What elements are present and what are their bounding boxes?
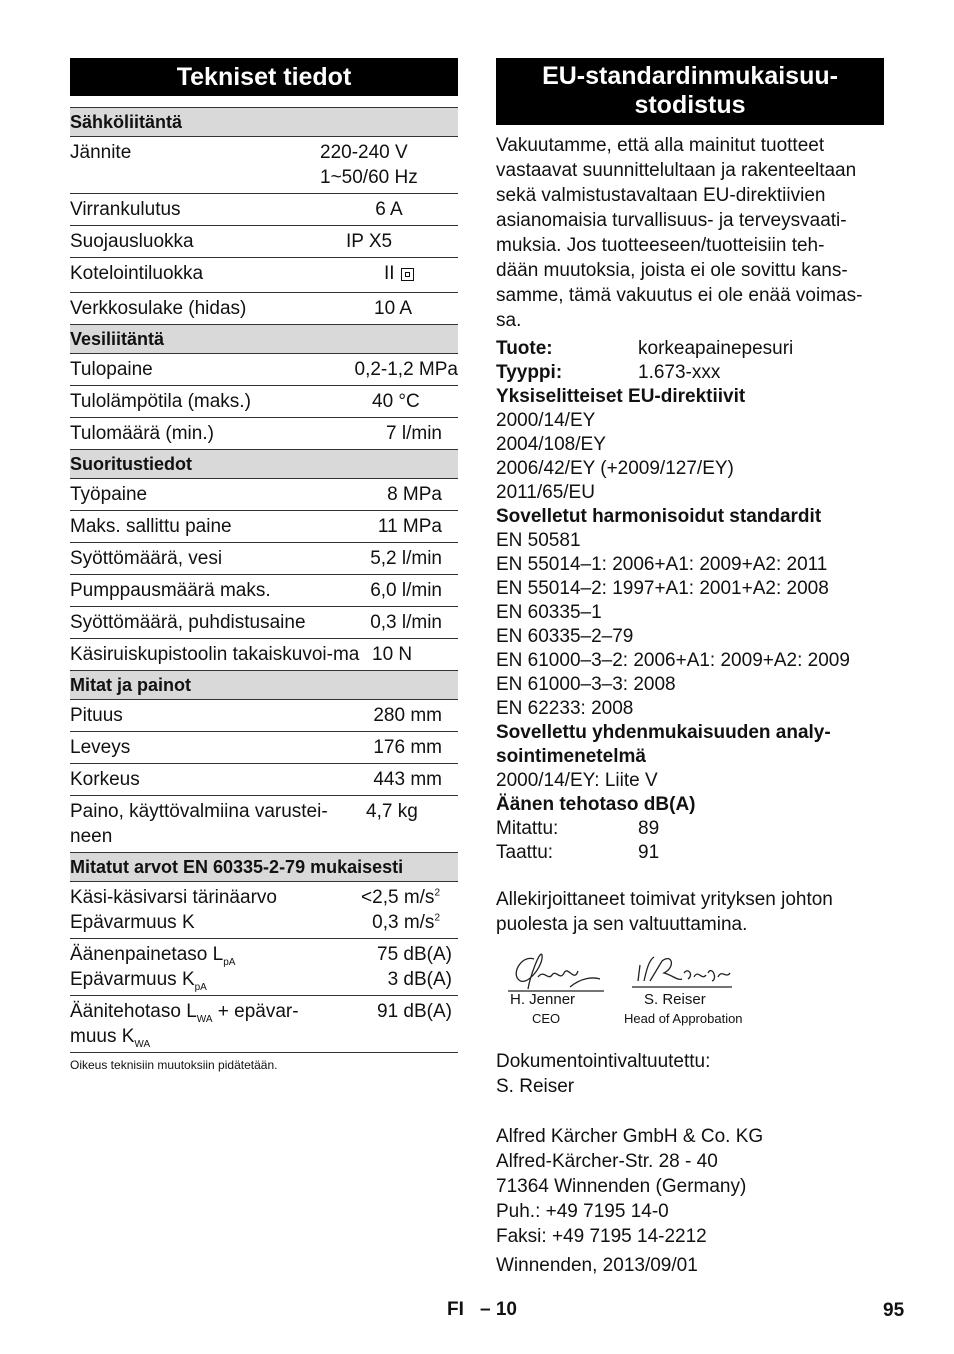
table-row: Maks. sallittu paine 11 MPa: [70, 511, 458, 543]
table-row: Tulolämpötila (maks.) 40 °C: [70, 386, 458, 418]
list-item: EN 60335–2–79: [496, 626, 634, 647]
section-header: Mitatut arvot EN 60335-2-79 mukaisesti: [70, 853, 458, 882]
technical-data-column: [70, 58, 458, 1072]
list-item: EN 55014–2: 1997+A1: 2001+A2: 2008: [496, 578, 829, 599]
list-item: 2000/14/EY: [496, 410, 596, 431]
list-item: EN 61000–3–3: 2008: [496, 674, 676, 695]
table-row: Syöttömäärä, vesi 5,2 l/min: [70, 543, 458, 575]
section-header: Suoritustiedot: [70, 450, 458, 479]
table-row: Äänenpainetaso $L_{pA}$ Epävarmuus $K_{pA}$ 75 dB(A) 3 dB(A): [70, 939, 458, 996]
list-item: EN 55014–1: 2006+A1: 2009+A2: 2011: [496, 554, 828, 575]
eu-declaration-title: EU-standardinmukaisuu- stodistus: [496, 58, 884, 125]
footer-language: FI: [447, 1299, 464, 1320]
standards-title: Sovelletut harmonisoidut standardit: [496, 506, 822, 527]
place-date: Winnenden, 2013/09/01: [496, 1255, 698, 1276]
section-header: Vesiliitäntä: [70, 325, 458, 354]
table-row: Suojausluokka IP X5: [70, 226, 458, 258]
class-ii-symbol-icon: [401, 268, 414, 281]
eu-declaration-column: [496, 58, 884, 1278]
directives-title: Yksiselitteiset EU-direktiivit: [496, 386, 746, 407]
table-row: Leveys 176 mm: [70, 732, 458, 764]
signatures: H. Jenner CEO S. Reiser Head of Approbation: [496, 947, 884, 1037]
method-value: 2000/14/EY: Liite V: [496, 770, 658, 791]
documentation-authority: Dokumentointivaltuutettu: S. Reiser: [496, 1051, 711, 1097]
type-row: Tyyppi: 1.673-xxx: [496, 362, 721, 383]
list-item: 2006/42/EY (+2009/127/EY): [496, 458, 734, 479]
page-number: 95: [883, 1300, 905, 1321]
section-header: Sähköliitäntä: [70, 108, 458, 137]
list-item: EN 62233: 2008: [496, 698, 634, 719]
table-row: Jännite 220-240 V 1~50/60 Hz: [70, 137, 458, 194]
intro-paragraph: Vakuutamme, että alla mainitut tuotteet vastaavat suunnittelultaan ja rakenteeltaan sekä valmistustavaltaan EU-direktiivien asianomaisia turvallisuus- ja terveysvaati- muksia. Jos tuotteeseen/tuotteisiin teh- dään muutoksia, joista ei ole sovittu kans- samme, tämä vakuutus ei ole enää voimas- sa.: [496, 135, 863, 331]
table-row: Työpaine 8 MPa: [70, 479, 458, 511]
table-row: Tulomäärä (min.) 7 l/min: [70, 418, 458, 450]
signed-text: Allekirjoittaneet toimivat yrityksen johton puolesta ja sen valtuuttamina.: [496, 889, 833, 935]
table-row: Verkkosulake (hidas) 10 A: [70, 293, 458, 325]
table-row: Tulopaine 0,2-1,2 MPa: [70, 354, 458, 386]
footnote: Oikeus teknisiin muutoksiin pidätetään.: [70, 1058, 278, 1072]
table-row: Pituus 280 mm: [70, 700, 458, 732]
table-row: Korkeus 443 mm: [70, 764, 458, 796]
recoil-label: Käsiruiskupistoolin takaiskuvoi-ma: [70, 644, 360, 665]
table-row: Käsiruiskupistoolin takaiskuvoi-ma 10 N: [70, 639, 458, 671]
technical-data-title: Tekniset tiedot: [70, 58, 458, 96]
list-item: EN 61000–3–2: 2006+A1: 2009+A2: 2009: [496, 650, 850, 671]
guaranteed-row: Taattu: 91: [496, 842, 660, 863]
product-row: Tuote: korkeapainepesuri: [496, 338, 794, 359]
list-item: 2011/65/EU: [496, 482, 595, 503]
table-row: Käsi-käsivarsi tärinäarvo Epävarmuus K <2,5 $m/s^2$ 0,3 $m/s^2$: [70, 882, 458, 939]
technical-data-table: [70, 107, 458, 1053]
table-row: Virrankulutus 6 A: [70, 194, 458, 226]
list-item: 2004/108/EY: [496, 434, 606, 455]
method-title: Sovellettu yhdenmukaisuuden analy- sointimenetelmä: [496, 722, 831, 767]
table-row: Paino, käyttövalmiina varustei-neen 4,7 kg: [70, 796, 458, 853]
list-item: EN 60335–1: [496, 602, 602, 623]
company-address: Alfred Kärcher GmbH & Co. KG Alfred-Kärcher-Str. 28 - 40 71364 Winnenden (Germany) Puh.: +49 7195 14-0 Faksi: +49 7195 14-2212: [496, 1126, 764, 1247]
table-row: Äänitehotaso $L_{WA}$ + epävar- muus $K_{WA}$ 91 dB(A): [70, 996, 458, 1053]
table-row: Kotelointiluokka II: [70, 258, 458, 293]
section-header: Mitat ja painot: [70, 671, 458, 700]
footer-section-page: – 10: [480, 1299, 517, 1320]
table-row: Syöttömäärä, puhdistusaine 0,3 l/min: [70, 607, 458, 639]
measured-row: Mitattu: 89: [496, 818, 660, 839]
sound-title: Äänen tehotaso dB(A): [496, 794, 696, 815]
list-item: EN 50581: [496, 530, 581, 551]
table-row: Pumppausmäärä maks. 6,0 l/min: [70, 575, 458, 607]
